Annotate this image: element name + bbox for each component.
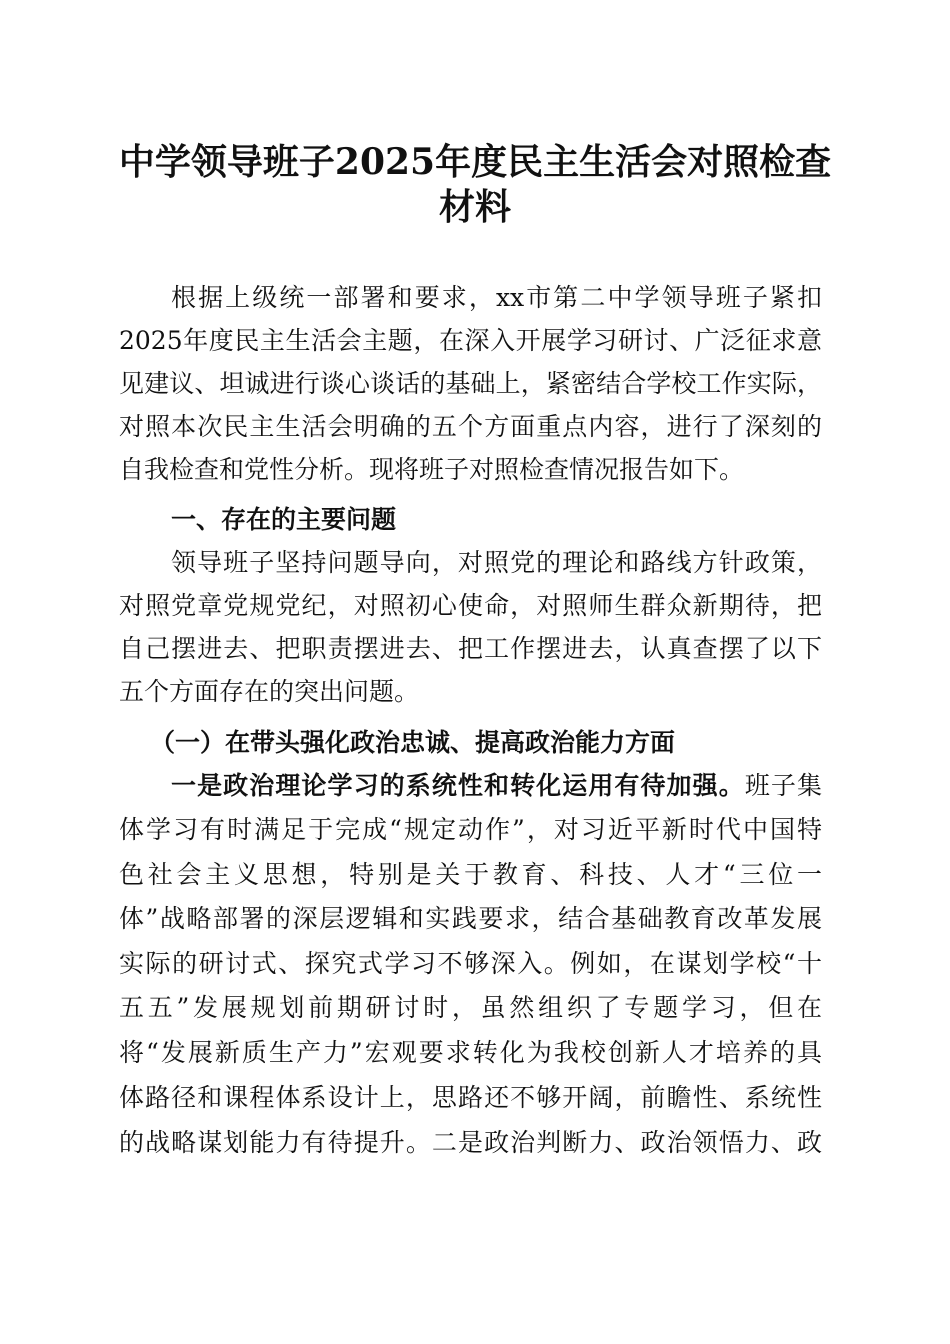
paragraph-line: 将“发展新质生产力”宏观要求转化为我校创新人才培养的具 [119, 1038, 822, 1067]
paragraph-line: 2025年度民主生活会主题，在深入开展学习研讨、广泛征求意 [119, 326, 822, 355]
paragraph-line: 体”战略部署的深层逻辑和实践要求，结合基础教育改革发展 [119, 904, 822, 933]
paragraph-line: 实际的研讨式、探究式学习不够深入。例如，在谋划学校“十 [119, 949, 822, 978]
document-title-line-2: 材料 [438, 186, 511, 228]
bold-lead-sentence: 一是政治理论学习的系统性和转化运用有待加强。 [171, 771, 745, 800]
paragraph-line: 对照党章党规党纪，对照初心使命，对照师生群众新期待，把 [119, 591, 822, 620]
paragraph-line: 领导班子坚持问题导向，对照党的理论和路线方针政策， [171, 548, 822, 577]
paragraph-line: 体学习有时满足于完成“规定动作”，对习近平新时代中国特 [119, 815, 822, 844]
paragraph-text: 班子集 [744, 771, 822, 800]
paragraph-line: 色社会主义思想，特别是关于教育、科技、人才“三位一 [119, 860, 822, 889]
paragraph-line: 五五”发展规划前期研讨时，虽然组织了专题学习，但在 [119, 993, 822, 1022]
paragraph-line: 见建议、坦诚进行谈心谈话的基础上，紧密结合学校工作实际， [119, 369, 822, 398]
document-title-line-1: 中学领导班子2025年度民主生活会对照检查 [118, 141, 832, 183]
paragraph-line: 自我检查和党性分析。现将班子对照检查情况报告如下。 [119, 455, 745, 484]
paragraph-line: 的战略谋划能力有待提升。二是政治判断力、政治领悟力、政 [119, 1128, 822, 1157]
paragraph-line: 对照本次民主生活会明确的五个方面重点内容，进行了深刻的 [119, 412, 822, 441]
paragraph-line: 自己摆进去、把职责摆进去、把工作摆进去，认真查摆了以下 [119, 634, 822, 663]
paragraph-line [171, 771, 822, 801]
section-heading: 一、存在的主要问题 [171, 505, 397, 534]
paragraph-line: 根据上级统一部署和要求，xx市第二中学领导班子紧扣 [171, 283, 822, 312]
paragraph-line: 体路径和课程体系设计上，思路还不够开阔，前瞻性、系统性 [119, 1083, 822, 1112]
subsection-heading: （一）在带头强化政治忠诚、提高政治能力方面 [150, 728, 676, 757]
paragraph-line: 五个方面存在的突出问题。 [119, 677, 420, 706]
